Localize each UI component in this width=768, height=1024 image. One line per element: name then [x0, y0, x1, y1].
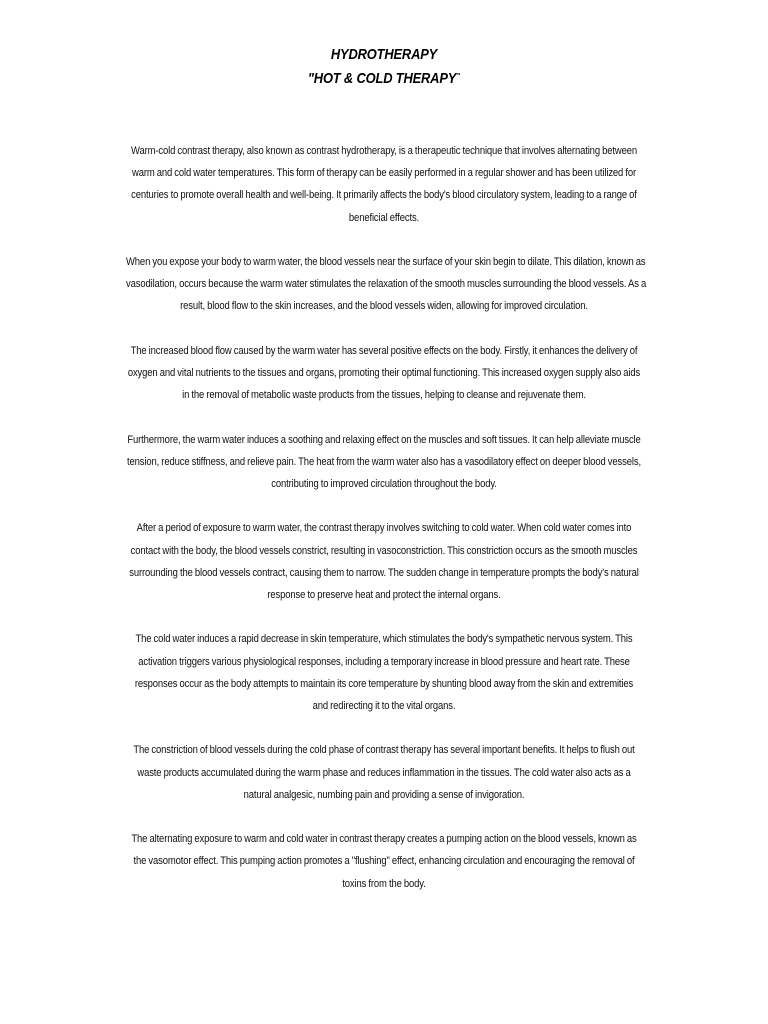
paragraph-line: tension, reduce stiffness, and relieve pain. The heat from the warm water also has a vasodilatory effect on deeper blood vessels, [127, 455, 641, 468]
paragraph [84, 429, 684, 496]
paragraph [84, 251, 684, 318]
paragraph [84, 517, 684, 606]
paragraph-line: responses occur as the body attempts to maintain its core temperature by shunting blood away from the skin and extremities [134, 677, 634, 690]
paragraph-line: beneficial effects. [348, 211, 420, 224]
paragraph-line: result, blood flow to the skin increases, and the blood vessels widen, allowing for improved circulation. [180, 300, 588, 313]
title-line-1: HYDROTHERAPY [330, 46, 438, 63]
paragraph-line: The alternating exposure to warm and cold water in contrast therapy creates a pumping action on the blood vessels, known as [131, 833, 637, 846]
paragraph-line: centuries to promote overall health and well-being. It primarily affects the body's blood circulatory system, leading to a range of [131, 189, 637, 202]
paragraph-line: After a period of exposure to warm water, the contrast therapy involves switching to cold water. When cold water comes into [136, 522, 632, 535]
document-body [84, 140, 684, 917]
title-line-2 [54, 66, 714, 90]
paragraph-line: contributing to improved circulation throughout the body. [271, 478, 497, 490]
paragraph-line: in the removal of metabolic waste products from the tissues, helping to cleanse and rejuvenate them. [182, 389, 586, 402]
paragraph [84, 140, 684, 229]
paragraph-line: surrounding the blood vessels contract, causing them to narrow. The sudden change in temperature prompts the body's natural [129, 566, 639, 579]
paragraph [84, 828, 684, 895]
paragraph-line: natural analgesic, numbing pain and providing a sense of invigoration. [243, 788, 525, 801]
paragraph-line: Furthermore, the warm water induces a soothing and relaxing effect on the muscles and soft tissues. It can help alleviate muscle [127, 433, 641, 446]
paragraph-line: Warm-cold contrast therapy, also known as contrast hydrotherapy, is a therapeutic technique that involves alternating between [131, 145, 637, 157]
title-line-2-text: "HOT & COLD THERAPY [307, 70, 457, 87]
paragraph-line: and redirecting it to the vital organs. [312, 700, 456, 712]
document-title [0, 44, 768, 90]
paragraph-line: oxygen and vital nutrients to the tissues and organs, promoting their optimal functioning. This increased oxygen supply also aids [127, 367, 641, 379]
paragraph-line: vasodilation, occurs because the warm water stimulates the relaxation of the smooth muscles surrounding the blood vessels. As a [126, 278, 647, 291]
title-line-2-quote: " [457, 72, 461, 81]
paragraph-line: warm and cold water temperatures. This form of therapy can be easily performed in a regular shower and has been utilized for [131, 167, 637, 180]
paragraph-line: waste products accumulated during the warm phase and reduces inflammation in the tissues. The cold water also acts as a [137, 766, 631, 779]
paragraph-line: toxins from the body. [342, 877, 426, 890]
paragraph [84, 628, 684, 717]
paragraph-line: The constriction of blood vessels during the cold phase of contrast therapy has several important benefits. It helps to flush out [133, 744, 635, 757]
paragraph-line: the vasomotor effect. This pumping action promotes a "flushing" effect, enhancing circulation and encouraging the removal of [133, 855, 635, 868]
paragraph [84, 739, 684, 806]
paragraph-line: activation triggers various physiological responses, including a temporary increase in blood pressure and heart rate. These [138, 655, 630, 668]
paragraph-line: The cold water induces a rapid decrease in skin temperature, which stimulates the body's sympathetic nervous system. This [135, 633, 633, 646]
paragraph-line: response to preserve heat and protect the internal organs. [267, 589, 501, 601]
paragraph [84, 340, 684, 407]
paragraph-line: contact with the body, the blood vessels constrict, resulting in vasoconstriction. This constriction occurs as the smooth muscles [130, 544, 638, 557]
paragraph-line: The increased blood flow caused by the warm water has several positive effects on the body. Firstly, it enhances the delivery of [130, 344, 638, 357]
paragraph-line: When you expose your body to warm water, the blood vessels near the surface of your skin begin to dilate. This dilation, known as [126, 256, 646, 268]
